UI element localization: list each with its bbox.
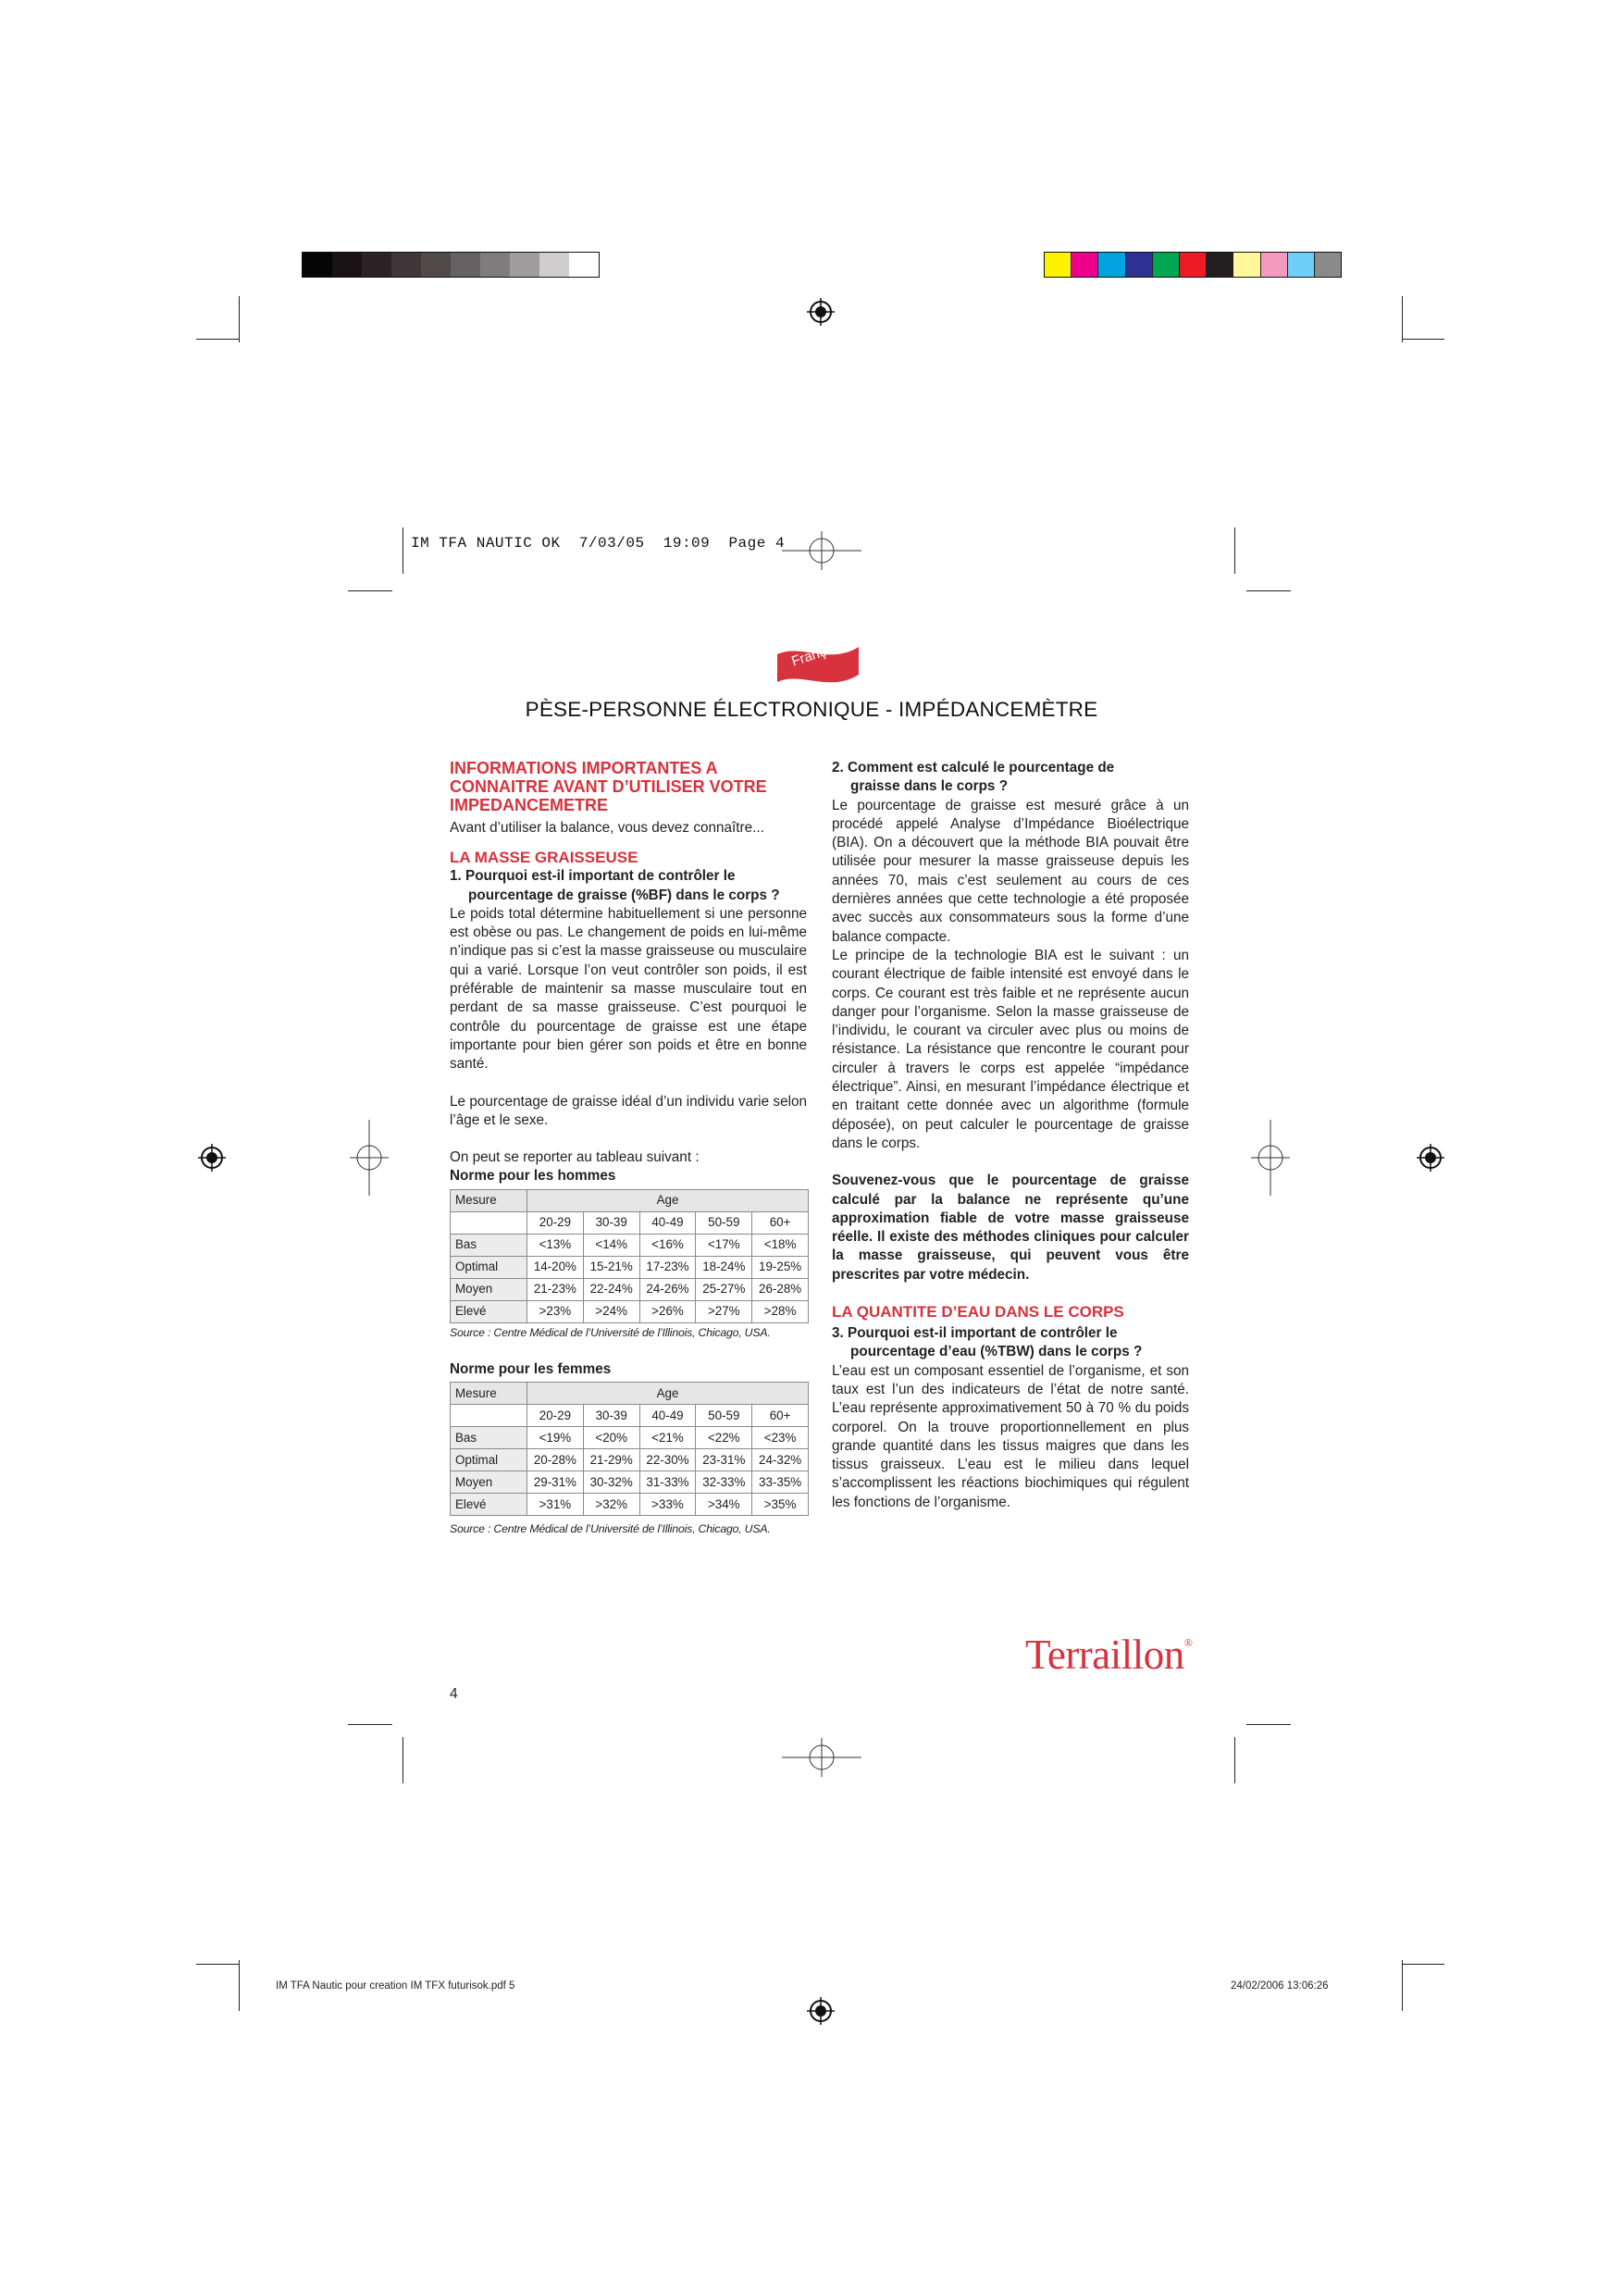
men-norm-table bbox=[450, 1189, 809, 1323]
section-heading-fat: LA MASSE GRAISSEUSE bbox=[450, 849, 638, 867]
table-cell: 31-33% bbox=[639, 1471, 696, 1494]
table-cell: >24% bbox=[583, 1300, 639, 1322]
language-tab-label: Français bbox=[789, 638, 846, 670]
crop-mark bbox=[196, 339, 239, 340]
paragraph-bia: Le pourcentage de graisse est mesuré grâce à un procédé appelé Analyse d’Impédance Bioélectrique (BIA). On a découvert que la méthode BIA pouvait être utilisée pour mesurer la masse graisseuse depuis les années 70, mais c’est seulement au cours de ces dernières années que cette technologie a été proposée avec succès aux consommateurs sous la forme d’une balance compacte. bbox=[832, 797, 1189, 945]
women-table-title: Norme pour les femmes bbox=[450, 1361, 612, 1378]
table-cell: 14-20% bbox=[527, 1256, 584, 1278]
table-cell: <18% bbox=[752, 1234, 809, 1256]
men-table-title: Norme pour les hommes bbox=[450, 1168, 616, 1185]
question-2-line1: 2. Comment est calculé le pourcentage de bbox=[832, 760, 1115, 776]
registration-mark-icon bbox=[807, 1997, 835, 2025]
gray-calibration-bar bbox=[302, 252, 600, 278]
crop-mark bbox=[1246, 1724, 1291, 1725]
table-cell: <23% bbox=[752, 1427, 809, 1449]
row-label: Bas bbox=[451, 1427, 527, 1449]
table-cell: 21-29% bbox=[583, 1449, 639, 1471]
question-3-line2: pourcentage d’eau (%TBW) dans le corps ? bbox=[850, 1344, 1143, 1360]
table-cell: <13% bbox=[527, 1234, 584, 1256]
row-label: Moyen bbox=[451, 1278, 527, 1300]
paragraph-weight: Le poids total détermine habituellement si une personne est obèse ou pas. Le changement de poids en lui-même n’indique pas si c’est la masse graisseuse ou musculaire qui a varié. Lorsque l’on veut contrôler son poids, il est préférable de maintenir sa masse musculaire tout en perdant de sa masse graisseuse. C’est pourquoi le contrôle du pourcentage de graisse est une étape importante pour bien gérer son poids et être en bonne santé. bbox=[450, 905, 807, 1073]
table-cell: 15-21% bbox=[583, 1256, 639, 1278]
age-range: 30-39 bbox=[583, 1405, 639, 1427]
women-table-source: Source : Centre Médical de l’Université de l’Illinois, Chicago, USA. bbox=[450, 1522, 771, 1536]
color-swatch bbox=[1126, 253, 1153, 277]
paragraph-table-intro: On peut se reporter au tableau suivant : bbox=[450, 1149, 700, 1166]
terraillon-logo bbox=[1025, 1631, 1192, 1679]
table-cell: <21% bbox=[639, 1427, 696, 1449]
footer-file-name: IM TFA Nautic pour creation IM TFX futurisok.pdf 5 bbox=[276, 1980, 515, 1992]
table-cell: 29-31% bbox=[527, 1471, 584, 1494]
gray-swatch bbox=[303, 253, 332, 277]
women-norm-table bbox=[450, 1382, 809, 1516]
gray-swatch bbox=[539, 253, 569, 277]
table-cell: >34% bbox=[696, 1494, 752, 1516]
table-cell: 19-25% bbox=[752, 1256, 809, 1278]
color-swatch bbox=[1153, 253, 1180, 277]
row-label: Optimal bbox=[451, 1449, 527, 1471]
table-cell: 33-35% bbox=[752, 1471, 809, 1494]
table-cell: <20% bbox=[583, 1427, 639, 1449]
table-cell: 22-24% bbox=[583, 1278, 639, 1300]
age-ranges-row bbox=[451, 1211, 809, 1234]
age-range: 40-49 bbox=[639, 1211, 696, 1234]
age-header: Age bbox=[527, 1383, 809, 1405]
crosshair-mark-icon bbox=[782, 1738, 861, 1777]
table-cell: >28% bbox=[752, 1300, 809, 1322]
table-cell: <14% bbox=[583, 1234, 639, 1256]
crosshair-mark-icon bbox=[1251, 1120, 1290, 1196]
mesure-header: Mesure bbox=[451, 1189, 527, 1211]
table-row bbox=[451, 1278, 809, 1300]
crop-mark bbox=[239, 1960, 240, 2011]
table-cell: <19% bbox=[527, 1427, 584, 1449]
gray-swatch bbox=[569, 253, 599, 277]
table-cell: <22% bbox=[696, 1427, 752, 1449]
table-cell: 24-26% bbox=[639, 1278, 696, 1300]
table-cell: >27% bbox=[696, 1300, 752, 1322]
table-cell: 25-27% bbox=[696, 1278, 752, 1300]
registered-mark: ® bbox=[1183, 1636, 1193, 1649]
color-swatch bbox=[1288, 253, 1315, 277]
bold-note: Souvenez-vous que le pourcentage de graisse calculé par la balance ne représente qu’une approximation fiable de votre masse graisseuse réelle. Il existe des méthodes cliniques pour calculer la masse graisseuse, qui peuvent vous être prescrites par votre médecin. bbox=[832, 1173, 1189, 1283]
age-range: 40-49 bbox=[639, 1405, 696, 1427]
table-cell: <16% bbox=[639, 1234, 696, 1256]
age-range: 60+ bbox=[752, 1211, 809, 1234]
paragraph-bia-principle: Le principe de la technologie BIA est le suivant : un courant électrique de faible intensité est envoyé dans le corps. Ce courant est très faible et ne représente aucun danger pour l’organisme. Selon la masse graisseuse de l’individu, le courant va circuler avec plus ou moins de résistance. La résistance que rencontre le courant pour circuler à travers le corps est appelée “impédance électrique”. Ainsi, en mesurant l’impédance électrique et en traitant cette donnée avec un algorithme (formule déposée), on peut calculer le pourcentage de graisse dans le corps. bbox=[832, 947, 1189, 1151]
table-cell: 21-23% bbox=[527, 1278, 584, 1300]
table-cell: 23-31% bbox=[696, 1449, 752, 1471]
question-3-line1: 3. Pourquoi est-il important de contrôler le bbox=[832, 1325, 1118, 1342]
footer-timestamp: 24/02/2006 13:06:26 bbox=[1231, 1980, 1329, 1992]
empty-cell bbox=[451, 1211, 527, 1234]
paragraph-ideal-fat: Le pourcentage de graisse idéal d’un individu varie selon l’âge et le sexe. bbox=[450, 1093, 807, 1128]
gray-swatch bbox=[510, 253, 539, 277]
men-table-source: Source : Centre Médical de l’Université de l’Illinois, Chicago, USA. bbox=[450, 1325, 771, 1339]
crop-mark bbox=[1402, 1960, 1403, 2011]
page-number: 4 bbox=[450, 1686, 458, 1702]
table-row bbox=[451, 1300, 809, 1322]
crop-mark bbox=[348, 590, 392, 591]
crop-mark bbox=[1402, 1964, 1444, 1965]
gray-swatch bbox=[391, 253, 421, 277]
crop-mark bbox=[196, 1964, 239, 1965]
age-range: 50-59 bbox=[696, 1211, 752, 1234]
row-label: Optimal bbox=[451, 1256, 527, 1278]
main-heading: INFORMATIONS IMPORTANTES A CONNAITRE AVANT D’UTILISER VOTRE IMPEDANCEMETRE bbox=[450, 759, 767, 814]
crosshair-mark-icon bbox=[782, 531, 861, 570]
table-row bbox=[451, 1234, 809, 1256]
brand-name: Terraillon bbox=[1025, 1632, 1184, 1678]
crop-mark bbox=[1234, 1737, 1235, 1783]
gray-swatch bbox=[362, 253, 391, 277]
crop-mark bbox=[1402, 339, 1444, 340]
table-cell: 17-23% bbox=[639, 1256, 696, 1278]
age-ranges-row bbox=[451, 1405, 809, 1427]
paragraph-water: L’eau est un composant essentiel de l’organisme, et son taux est l’un des indicateurs de l’état de notre santé. L’eau représente approximativement 50 à 70 % du poids corporel. On la trouve proportionnellement en plus grande quantité dans les tissus maigres que dans les tissus graisseux. L’eau est le milieu dans lequel s’accomplissent les réactions biochimiques qui régulent les fonctions de l’organisme. bbox=[832, 1362, 1189, 1510]
row-label: Elevé bbox=[451, 1300, 527, 1322]
table-cell: 32-33% bbox=[696, 1471, 752, 1494]
crop-mark bbox=[1246, 590, 1291, 591]
table-row bbox=[451, 1494, 809, 1516]
color-swatch bbox=[1098, 253, 1125, 277]
registration-mark-icon bbox=[807, 298, 835, 326]
table-row bbox=[451, 1471, 809, 1494]
page-title: PÈSE-PERSONNE ÉLECTRONIQUE - IMPÉDANCEMÈTRE bbox=[525, 698, 1098, 721]
table-cell: >32% bbox=[583, 1494, 639, 1516]
table-cell: >23% bbox=[527, 1300, 584, 1322]
table-cell: >26% bbox=[639, 1300, 696, 1322]
slug-line: IM TFA NAUTIC OK 7/03/05 19:09 Page 4 bbox=[411, 535, 786, 552]
gray-swatch bbox=[332, 253, 362, 277]
right-column bbox=[832, 759, 1189, 1512]
crop-mark bbox=[239, 296, 240, 342]
table-cell: 20-28% bbox=[527, 1449, 584, 1471]
crosshair-mark-icon bbox=[350, 1120, 389, 1196]
color-swatch bbox=[1261, 253, 1288, 277]
color-swatch bbox=[1180, 253, 1207, 277]
color-swatch bbox=[1315, 253, 1341, 277]
table-cell: 30-32% bbox=[583, 1471, 639, 1494]
row-label: Bas bbox=[451, 1234, 527, 1256]
table-row bbox=[451, 1427, 809, 1449]
table-cell: <17% bbox=[696, 1234, 752, 1256]
color-swatch bbox=[1045, 253, 1072, 277]
table-cell: >33% bbox=[639, 1494, 696, 1516]
age-range: 50-59 bbox=[696, 1405, 752, 1427]
mesure-header: Mesure bbox=[451, 1383, 527, 1405]
color-calibration-bar bbox=[1044, 252, 1342, 278]
crop-mark bbox=[1234, 527, 1235, 574]
crop-mark bbox=[1402, 296, 1403, 342]
table-cell: 18-24% bbox=[696, 1256, 752, 1278]
table-cell: >31% bbox=[527, 1494, 584, 1516]
left-column bbox=[450, 759, 807, 1539]
gray-swatch bbox=[451, 253, 480, 277]
table-header-row bbox=[451, 1189, 809, 1211]
registration-mark-icon bbox=[198, 1144, 226, 1172]
row-label: Elevé bbox=[451, 1494, 527, 1516]
section-heading-water: LA QUANTITE D’EAU DANS LE CORPS bbox=[832, 1303, 1124, 1322]
question-1 bbox=[450, 867, 807, 905]
color-swatch bbox=[1072, 253, 1098, 277]
intro-text: Avant d’utiliser la balance, vous devez connaître... bbox=[450, 820, 764, 836]
question-2-line2: graisse dans le corps ? bbox=[850, 778, 1009, 795]
question-1-line1: 1. Pourquoi est-il important de contrôler le bbox=[450, 868, 736, 885]
age-range: 20-29 bbox=[527, 1211, 584, 1234]
color-swatch bbox=[1233, 253, 1260, 277]
table-cell: 24-32% bbox=[752, 1449, 809, 1471]
age-range: 20-29 bbox=[527, 1405, 584, 1427]
empty-cell bbox=[451, 1405, 527, 1427]
registration-mark-icon bbox=[1417, 1144, 1444, 1172]
question-2 bbox=[832, 759, 1189, 797]
row-label: Moyen bbox=[451, 1471, 527, 1494]
table-cell: 26-28% bbox=[752, 1278, 809, 1300]
question-1-line2: pourcentage de graisse (%BF) dans le corps ? bbox=[468, 887, 780, 903]
table-row bbox=[451, 1449, 809, 1471]
table-header-row bbox=[451, 1383, 809, 1405]
table-cell: 22-30% bbox=[639, 1449, 696, 1471]
age-range: 60+ bbox=[752, 1405, 809, 1427]
crop-mark bbox=[348, 1724, 392, 1725]
age-header: Age bbox=[527, 1189, 809, 1211]
table-cell: >35% bbox=[752, 1494, 809, 1516]
language-tab bbox=[774, 638, 862, 688]
color-swatch bbox=[1207, 253, 1233, 277]
table-row bbox=[451, 1256, 809, 1278]
age-range: 30-39 bbox=[583, 1211, 639, 1234]
gray-swatch bbox=[480, 253, 510, 277]
gray-swatch bbox=[421, 253, 451, 277]
question-3 bbox=[832, 1324, 1189, 1362]
